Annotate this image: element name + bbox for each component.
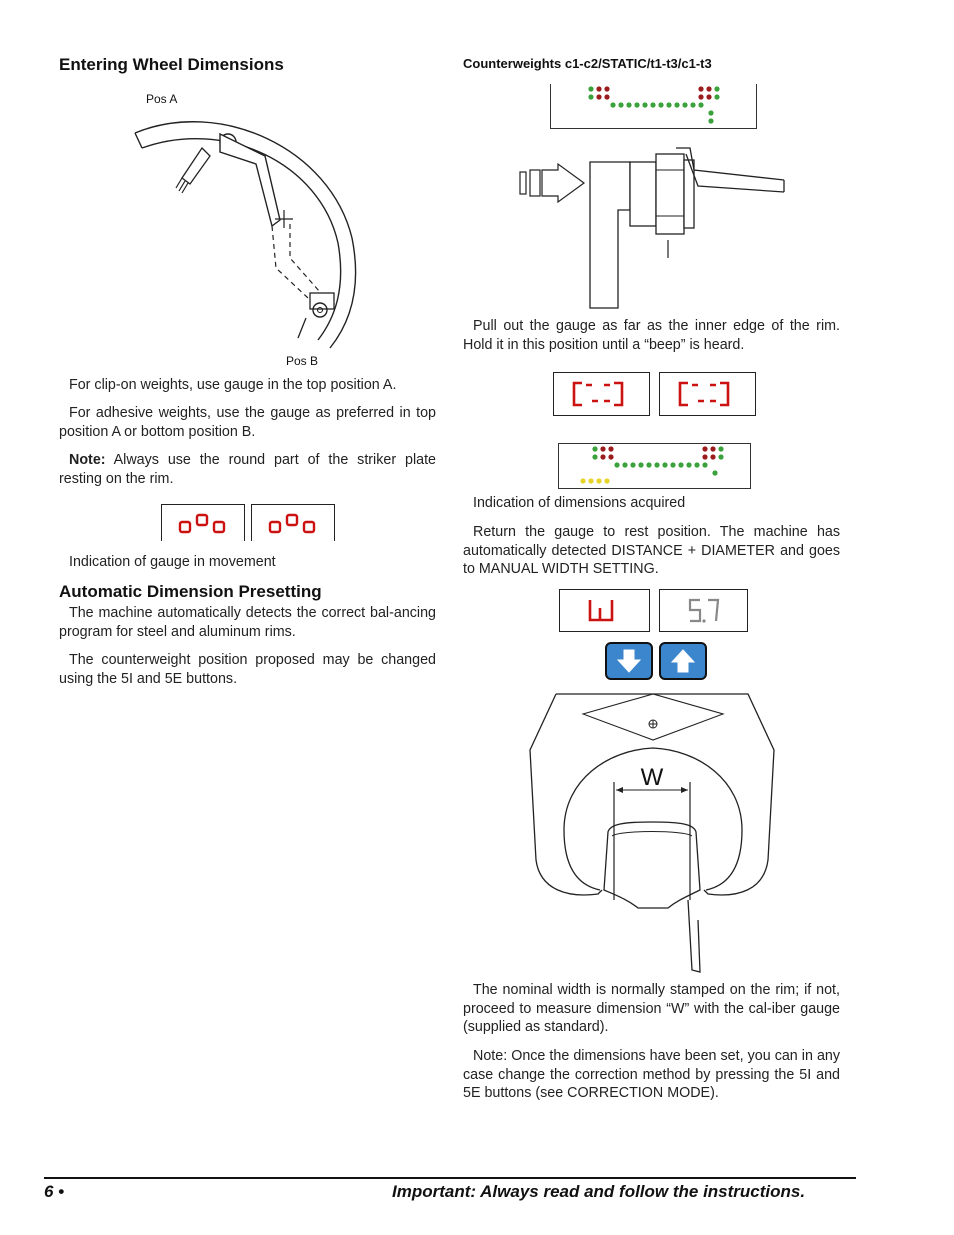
led-dot xyxy=(694,462,699,467)
gauge-extraction-diagram xyxy=(518,140,788,312)
led-dot xyxy=(678,462,683,467)
led-dot xyxy=(630,462,635,467)
acquired-segments-right xyxy=(660,373,755,415)
led-dot xyxy=(718,446,723,451)
led-panel-top xyxy=(550,84,757,129)
led-array-acquired xyxy=(559,444,750,488)
led-dot xyxy=(600,454,605,459)
led-dot xyxy=(588,94,593,99)
led-dot xyxy=(592,454,597,459)
led-dot xyxy=(666,102,671,107)
tire-width-diagram xyxy=(528,690,778,975)
led-dot xyxy=(710,454,715,459)
led-dot xyxy=(718,454,723,459)
led-dot xyxy=(638,462,643,467)
led-dot xyxy=(580,478,585,483)
footer-rule xyxy=(44,1177,856,1179)
led-dot xyxy=(662,462,667,467)
led-dot xyxy=(614,462,619,467)
led-dot xyxy=(588,86,593,91)
led-dot xyxy=(702,462,707,467)
caption-dimensions-acquired: Indication of dimensions acquired xyxy=(473,495,686,511)
led-dot xyxy=(604,94,609,99)
led-dot xyxy=(698,102,703,107)
led-dot xyxy=(690,102,695,107)
display-acquired-left xyxy=(553,372,650,416)
led-dot xyxy=(712,470,717,475)
note-text: Always use the round part of the striker plate resting on the rim. xyxy=(59,452,436,487)
heading-entering-wheel-dimensions: Entering Wheel Dimensions xyxy=(59,55,284,74)
led-dot xyxy=(702,454,707,459)
paragraph-correction-note: Note: Once the dimensions have been set, you can in any case change the correction method by pressing the 5I and 5E buttons (see CORRECTION MODE). xyxy=(463,1048,840,1101)
led-dot xyxy=(592,446,597,451)
led-dot xyxy=(708,110,713,115)
page-number: 6 • xyxy=(44,1182,65,1201)
decrease-button[interactable] xyxy=(605,642,653,680)
led-dot xyxy=(706,94,711,99)
display-width-value xyxy=(659,589,748,632)
paragraph-note xyxy=(59,451,436,488)
led-dot xyxy=(654,462,659,467)
paragraph-adhesive: For adhesive weights, use the gauge as preferred in top position A or bottom position B. xyxy=(59,405,436,440)
led-dot xyxy=(610,102,615,107)
paragraph-counterweight-position: The counterweight position proposed may be changed using the 5I and 5E buttons. xyxy=(59,652,436,687)
led-dot xyxy=(634,102,639,107)
display-movement-left xyxy=(161,504,245,541)
led-panel-acquired xyxy=(558,443,751,489)
led-dot xyxy=(682,102,687,107)
label-pos-a: Pos A xyxy=(146,92,178,106)
display-acquired-right xyxy=(659,372,756,416)
led-dot xyxy=(670,462,675,467)
led-dot xyxy=(686,462,691,467)
led-dot xyxy=(714,94,719,99)
led-dot xyxy=(706,86,711,91)
led-dot xyxy=(714,86,719,91)
caption-gauge-movement: Indication of gauge in movement xyxy=(69,554,276,570)
w-dimension-label: W xyxy=(640,764,664,791)
width-value-segments xyxy=(660,590,747,631)
led-dot xyxy=(710,446,715,451)
led-dot xyxy=(698,94,703,99)
paragraph-return-gauge: Return the gauge to rest position. The machine has automatically detected DISTANCE + DIAMETER and goes to MANUAL WIDTH SETTING. xyxy=(463,524,840,577)
paragraph-auto-detect: The machine automatically detects the correct bal-ancing program for steel and aluminum rims. xyxy=(59,605,436,640)
led-dot xyxy=(596,478,601,483)
display-movement-right xyxy=(251,504,335,541)
led-dot xyxy=(622,462,627,467)
led-dot xyxy=(642,102,647,107)
led-dot xyxy=(604,86,609,91)
arrow-down-icon xyxy=(607,644,651,678)
led-dot xyxy=(596,94,601,99)
led-dot xyxy=(608,454,613,459)
led-dot xyxy=(658,102,663,107)
led-dot xyxy=(650,102,655,107)
led-dot xyxy=(588,478,593,483)
footer-instructions: Important: Always read and follow the instructions. xyxy=(392,1182,806,1201)
led-array-top xyxy=(551,84,756,128)
display-width-label xyxy=(559,589,650,632)
movement-segments-left xyxy=(162,505,244,541)
led-dot xyxy=(618,102,623,107)
led-dot xyxy=(608,446,613,451)
led-dot xyxy=(596,86,601,91)
movement-segments-right xyxy=(252,505,334,541)
led-dot xyxy=(626,102,631,107)
led-dot xyxy=(604,478,609,483)
paragraph-nominal-width: The nominal width is normally stamped on the rim; if not, proceed to measure dimension “W” with the cal-iber gauge (supplied as standard). xyxy=(463,982,840,1035)
led-dot xyxy=(708,118,713,123)
led-dot xyxy=(674,102,679,107)
led-dot xyxy=(702,446,707,451)
led-dot xyxy=(600,446,605,451)
width-w-segments xyxy=(560,590,649,631)
note-label: Note: xyxy=(69,452,106,468)
led-dot xyxy=(698,86,703,91)
led-dot xyxy=(646,462,651,467)
acquired-segments-left xyxy=(554,373,649,415)
paragraph-pull-gauge: Pull out the gauge as far as the inner edge of the rim. Hold it in this position until a “beep” is heard. xyxy=(463,318,840,353)
label-pos-b: Pos B xyxy=(286,354,319,368)
arrow-up-icon xyxy=(661,644,705,678)
gauge-position-diagram xyxy=(130,108,360,358)
paragraph-clip-on: For clip-on weights, use gauge in the top position A. xyxy=(69,377,397,393)
increase-button[interactable] xyxy=(659,642,707,680)
heading-automatic-presetting: Automatic Dimension Presetting xyxy=(59,582,322,601)
heading-counterweights: Counterweights c1-c2/STATIC/t1-t3/c1-t3 xyxy=(463,56,712,71)
